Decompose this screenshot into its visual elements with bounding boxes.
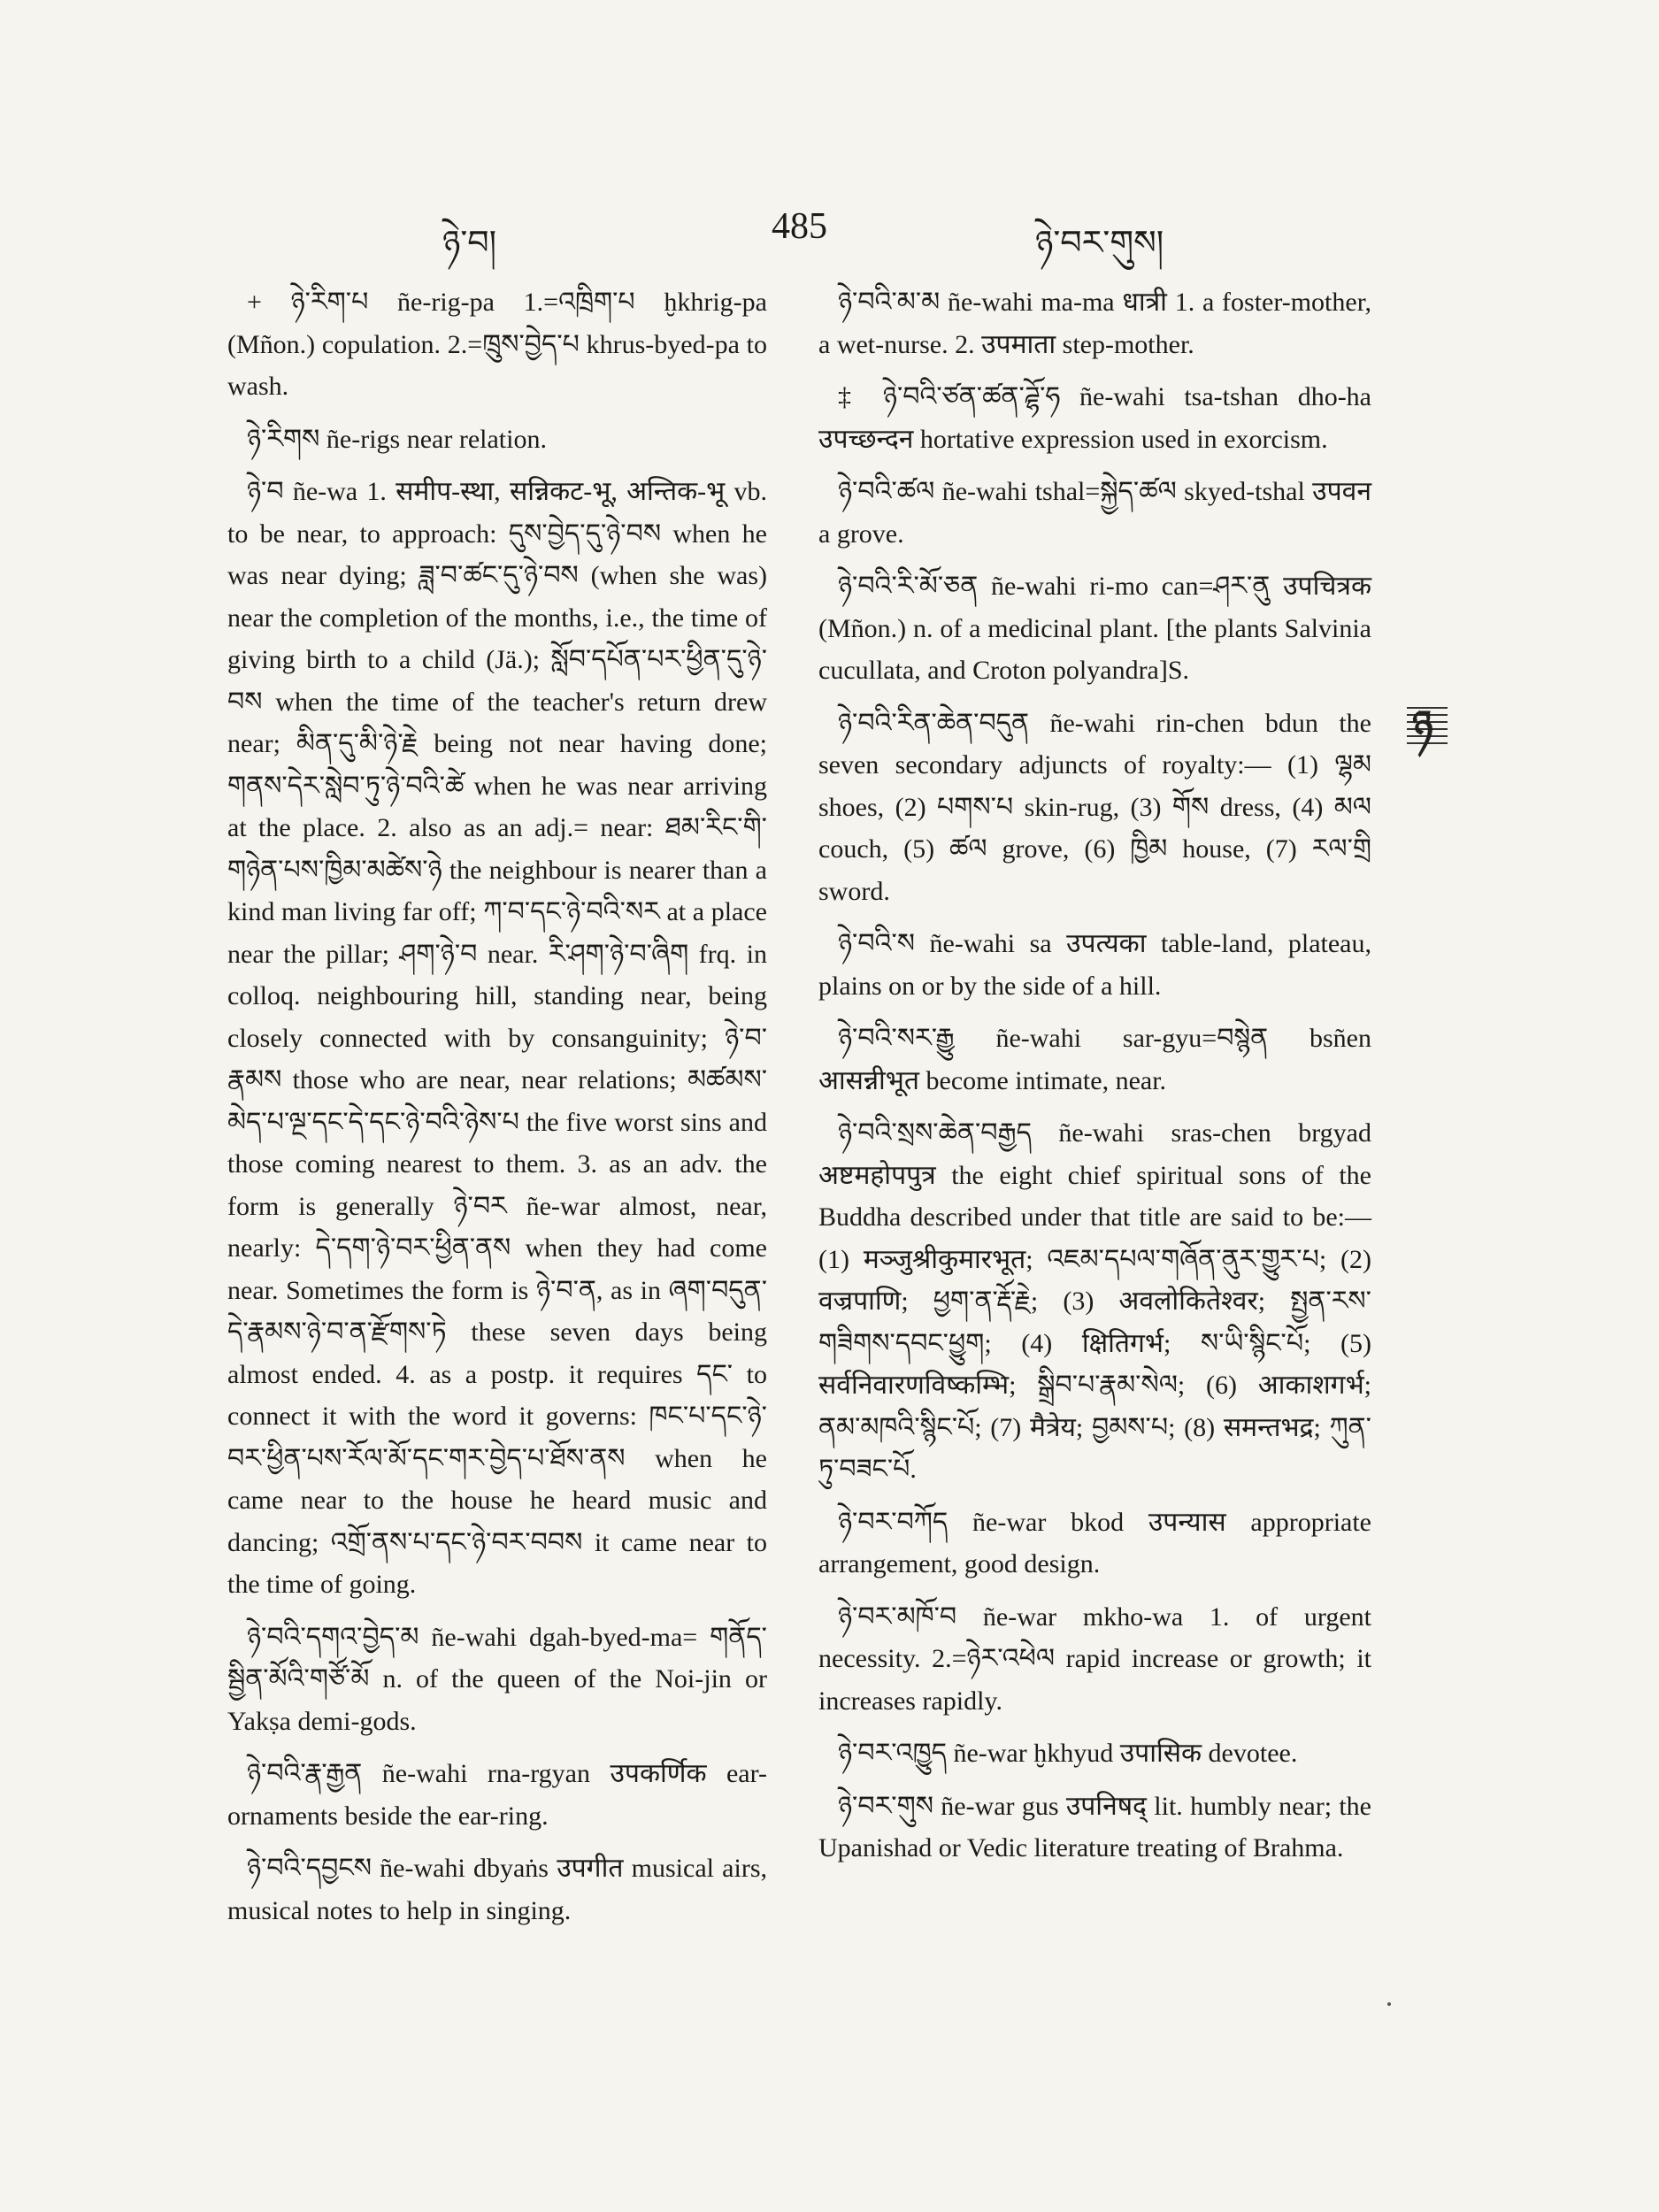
entry-ne-wahi-rin-chen-bdun: ཉེ་བའི་རིན་ཆེན་བདུན ñe-wahi rin-chen bdun the seven secondary adjuncts of royalty:— (1) ལྷམ shoes, (2) པགས་པ skin-rug, (3) གོས dress, (4) མལ couch, (5) ཚལ grove, (6) ཁྱིམ house, (7) རལ་གྲི sword. — [818, 708, 1371, 906]
entry-ne-wahi-rna-rgyan: ཉེ་བའི་རྣ་རྒྱན ñe-wahi rna-rgyan उपकर्णिक ear-ornaments beside the ear-ring. — [227, 1759, 767, 1831]
running-head-right: ཉེ་བར་གུས། — [1035, 223, 1164, 262]
entry-ne-war-hkhyud: ཉེ་བར་འཁྱུད ñe-war ḫkhyud उपासिक devotee. — [838, 1739, 1298, 1768]
entry-ne-wahi-ma-ma: ཉེ་བའི་མ་མ ñe-wahi ma-ma धात्री 1. a foster-mother, a wet-nurse. 2. उपमाता step-mother. — [818, 288, 1371, 359]
entry-ne-war-gus: ཉེ་བར་གུས ñe-war gus उपनिषद् lit. humbly near; the Upanishad or Vedic literature treating of Brahma. — [818, 1791, 1371, 1863]
entry-ne-wahi-dbyans: ཉེ་བའི་དབྱངས ñe-wahi dbyaṅs उपगीत musical airs, musical notes to help in singing. — [227, 1854, 767, 1925]
thumb-index-mark — [1407, 703, 1448, 748]
entry-ne-wahi-ri-mo-can: ཉེ་བའི་རི་མོ་ཅན ñe-wahi ri-mo can=ཤར་ནུ उपचित्रक (Mñon.) n. of a medicinal plant. [the plants Salvinia cucullata, and Croton polyandra]S. — [818, 572, 1371, 685]
entry-ne-wahi-sras-chen-brgyad: ཉེ་བའི་སྲས་ཆེན་བརྒྱད ñe-wahi sras-chen brgyad अष्टमहोपपुत्र the eight chief spiritual sons of the Buddha described under that title are said to be:—(1) मञ्जुश्रीकुमारभूत; འཇམ་དཔལ་གཞོན་ནུར་གྱུར་པ; (2) वज्रपाणि; ཕྱག་ན་རྡོ་རྗེ; (3) अवलोकितेश्वर; སྤྱན་རས་གཟིགས་དབང་ཕྱུག; (4) क्षितिगर्भ; ས་ཡི་སྙིང་པོ; (5) सर्वनिवारणविष्कम्भि; སྒྲིབ་པ་རྣམ་སེལ; (6) आकाशगर्भ; ནམ་མཁའི་སྙིང་པོ; (7) मैत्रेय; བྱམས་པ; (8) समन्तभद्र; ཀུན་ཏུ་བཟང་པོ. — [818, 1118, 1371, 1484]
entry-ne-wahi-sar-gyu: ཉེ་བའི་སར་རྒྱུ ñe-wahi sar-gyu=བསྙེན bsñen आसन्नीभूत become intimate, near. — [818, 1024, 1371, 1095]
page-number: 485 — [772, 206, 827, 247]
entry-ne-wa: ཉེ་བ ñe-wa 1. समीप-स्था, सन्निकट-भू, अन्तिक-भू vb. to be near, to approach: དུས་བྱེད་དུ་ཉེ་བས when he was near dying; ཟླ་བ་ཚང་དུ་ཉེ་བས (when she was) near the completion of the months, i.e., the time of giving birth to a child (Jä.); སློབ་དཔོན་པར་ཕྱིན་དུ་ཉེ་བས when the time of the teacher's return drew near; མིན་དུ་མི་ཉེ་རྗེ being not near having done; གནས་དེར་སླེབ་ཏུ་ཉེ་བའི་ཚེ when he was near arriving at the place. 2. also as an adj.= near: ཐམ་རིང་གི་གཉེན་པས་ཁྱིམ་མཚེས་ཉེ the neighbour is nearer than a kind man living far off; ཀ་བ་དང་ཉེ་བའི་སར at a place near the pillar; ཤག་ཉེ་བ near. རི་ཤག་ཉེ་བ་ཞིག frq. in colloq. neighbouring hill, standing near, being closely connected with by consanguinity; ཉེ་བ་རྣམས those who are near, near relations; མཚམས་མེད་པ་ལྔ་དང་དེ་དང་ཉེ་བའི་ཉེས་པ the five worst sins and those coming nearest to them. 3. as an adv. the form is generally ཉེ་བར ñe-war almost, near, nearly: དེ་དག་ཉེ་བར་ཕྱིན་ནས when they had come near. Sometimes the form is ཉེ་བ་ན, as in ཞག་བདུན་དེ་རྣམས་ཉེ་བ་ན་རྫོགས་ཏེ these seven days being almost ended. 4. as a postp. it requires དང་ to connect it with the word it governs: ཁང་པ་དང་ཉེ་བར་ཕྱིན་པས་རོལ་མོ་དང་གར་བྱེད་པ་ཐོས་ནས when he came near to the house he heard music and dancing; འགྲོ་ནས་པ་དང་ཉེ་བར་བབས it came near to the time of going. — [227, 477, 767, 1599]
entry-ne-wahi-tshal: ཉེ་བའི་ཚལ ñe-wahi tshal=སྐྱེད་ཚལ skyed-tshal उपवन a grove. — [818, 477, 1371, 549]
entry-ne-wahi-tsa-tshan: ‡ ཉེ་བའི་ཙན་ཚན་ཌྷོ་ཧ ñe-wahi tsa-tshan dho-ha उपच्छन्दन hortative expression used in exorcism. — [818, 382, 1371, 454]
left-column — [227, 281, 767, 1942]
entry-ne-rigs: ཉེ་རིགས ñe-rigs near relation. — [247, 424, 547, 454]
page-header — [0, 205, 1659, 262]
entry-ne-wahi-dgah-byed-ma: ཉེ་བའི་དགའ་བྱེད་མ ñe-wahi dgah-byed-ma= གནོད་སྦྱིན་མོའི་གཙོ་མོ n. of the queen of the Noi-jin or Yakṣa demi-gods. — [227, 1622, 767, 1736]
thumb-index-glyph: ཉ — [1412, 703, 1433, 748]
entry-ne-war-mkho-wa: ཉེ་བར་མཁོ་བ ñe-war mkho-wa 1. of urgent necessity. 2.=ཉེར་འཕེལ rapid increase or growth; it increases rapidly. — [818, 1601, 1371, 1716]
running-head-left: ཉེ་བ། — [442, 223, 497, 262]
entry-ne-rig-pa: + ཉེ་རིག་པ ñe-rig-pa 1.=འཁྲིག་པ ḫkhrig-pa (Mñon.) copulation. 2.=ཁྲུས་བྱེད་པ khrus-byed-pa to wash. — [227, 288, 767, 401]
entry-ne-war-bkod: ཉེ་བར་བཀོད ñe-war bkod उपन्यास appropriate arrangement, good design. — [818, 1507, 1371, 1578]
paper-speck — [1387, 2002, 1391, 2006]
right-column — [818, 281, 1371, 1880]
entry-ne-wahi-sa: ཉེ་བའི་ས ñe-wahi sa उपत्यका table-land, plateau, plains on or by the side of a hill. — [818, 929, 1371, 1001]
